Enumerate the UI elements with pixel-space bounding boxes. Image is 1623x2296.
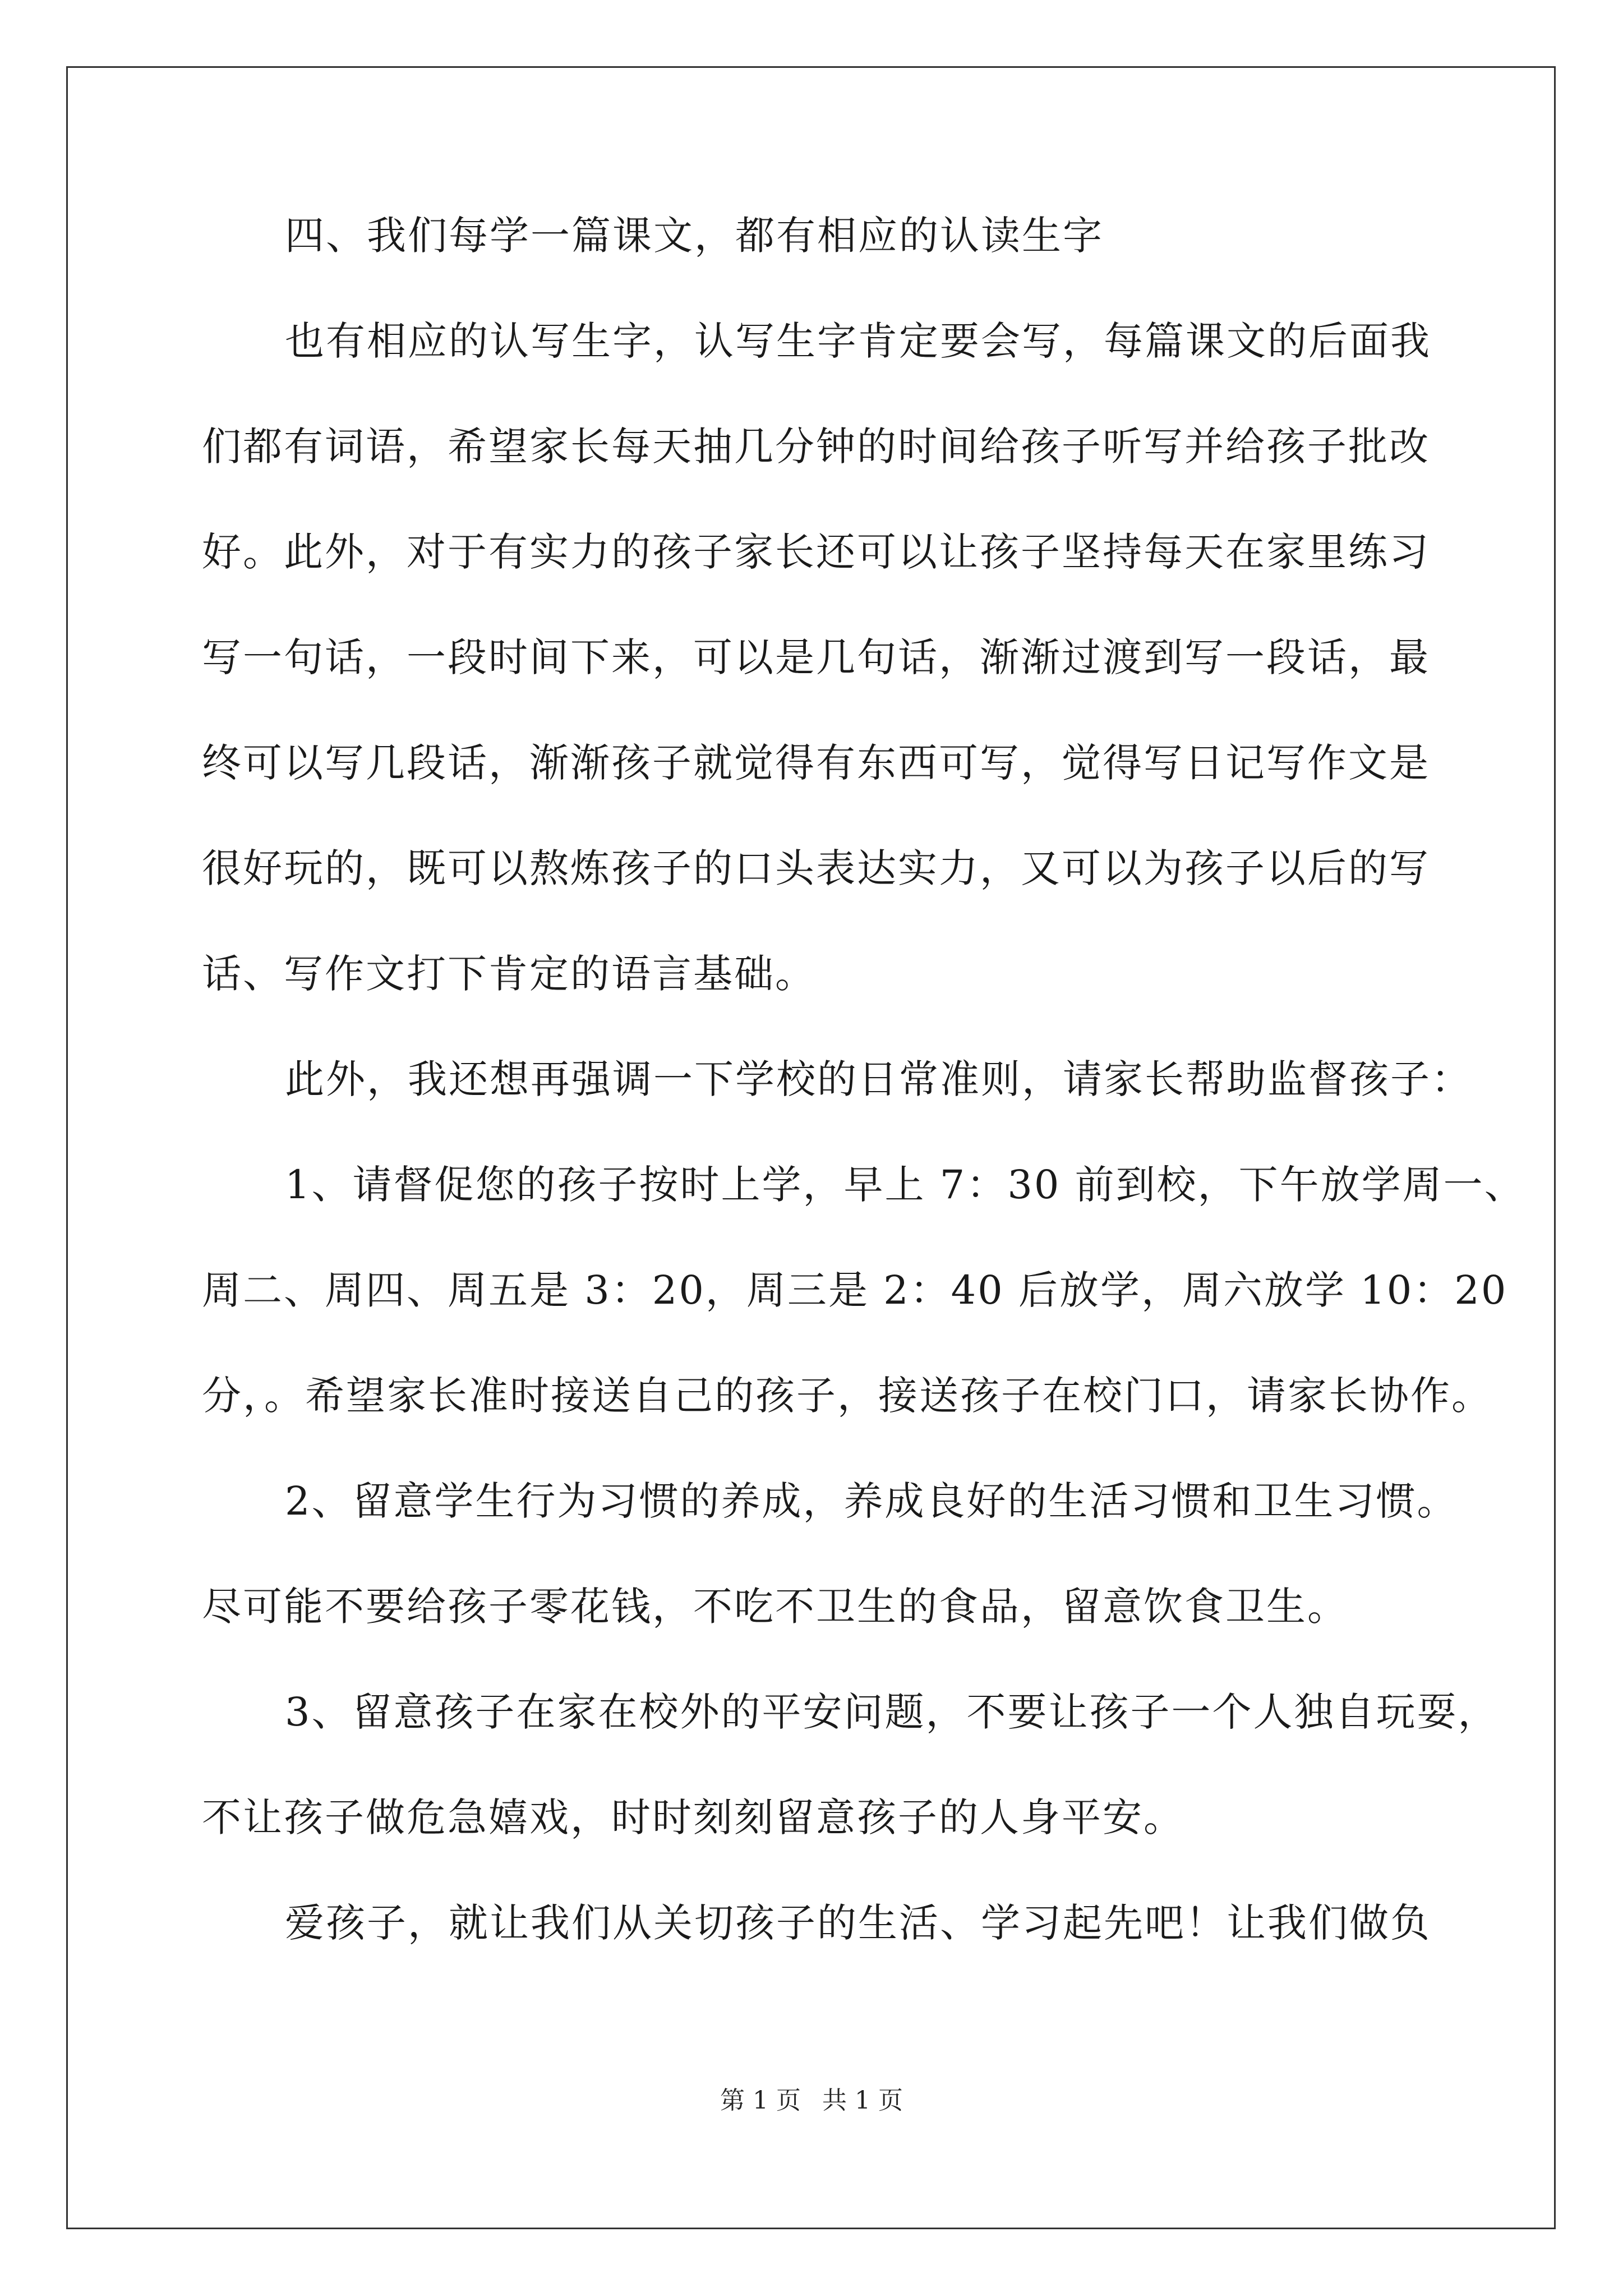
paragraph-line: 很好玩的，既可以熬炼孩子的口头表达实力，又可以为孩子以后的写 [202,845,1430,891]
paragraph-line: 此外，我还想再强调一下学校的日常准则，请家长帮助监督孩子： [285,1056,1472,1102]
paragraph-line: 写一句话，一段时间下来，可以是几句话，渐渐过渡到写一段话，最 [202,634,1430,680]
list-item-line: 1、请督促您的孩子按时上学，早上 7：30 前到校，下午放学周一、 [285,1162,1525,1208]
list-item-line: 分，。希望家长准时接送自己的孩子，接送孩子在校门口，请家长协作。 [202,1373,1492,1419]
page-number: 第 1 页 [720,2086,801,2115]
paragraph-line: 好。此外，对于有实力的孩子家长还可以让孩子坚持每天在家里练习 [202,529,1430,575]
list-item-line: 周二、周四、周五是 3：20，周三是 2：40 后放学，周六放学 10：20 [202,1267,1508,1313]
list-item-line: 2、留意学生行为习惯的养成，养成良好的生活习惯和卫生习惯。 [285,1478,1458,1524]
page-footer [0,2084,1623,2118]
list-item-line: 3、留意孩子在家在校外的平安问题，不要让孩子一个人独自玩耍， [285,1689,1499,1735]
list-item-line: 不让孩子做危急嬉戏，时时刻刻留意孩子的人身平安。 [202,1795,1184,1841]
paragraph-line: 话、写作文打下肯定的语言基础。 [202,951,816,997]
page-total: 共 1 页 [822,2086,903,2115]
paragraph-line: 爱孩子，就让我们从关切孩子的生活、学习起先吧！让我们做负 [285,1900,1431,1946]
paragraph-line: 也有相应的认写生字，认写生字肯定要会写，每篇课文的后面我 [285,318,1431,364]
paragraph-line: 终可以写几段话，渐渐孩子就觉得有东西可写，觉得写日记写作文是 [202,740,1430,786]
paragraph-line: 们都有词语，希望家长每天抽几分钟的时间给孩子听写并给孩子批改 [202,424,1430,470]
list-item-line: 尽可能不要给孩子零花钱，不吃不卫生的食品，留意饮食卫生。 [202,1584,1348,1630]
paragraph-heading: 四、我们每学一篇课文，都有相应的认读生字 [285,213,1104,259]
